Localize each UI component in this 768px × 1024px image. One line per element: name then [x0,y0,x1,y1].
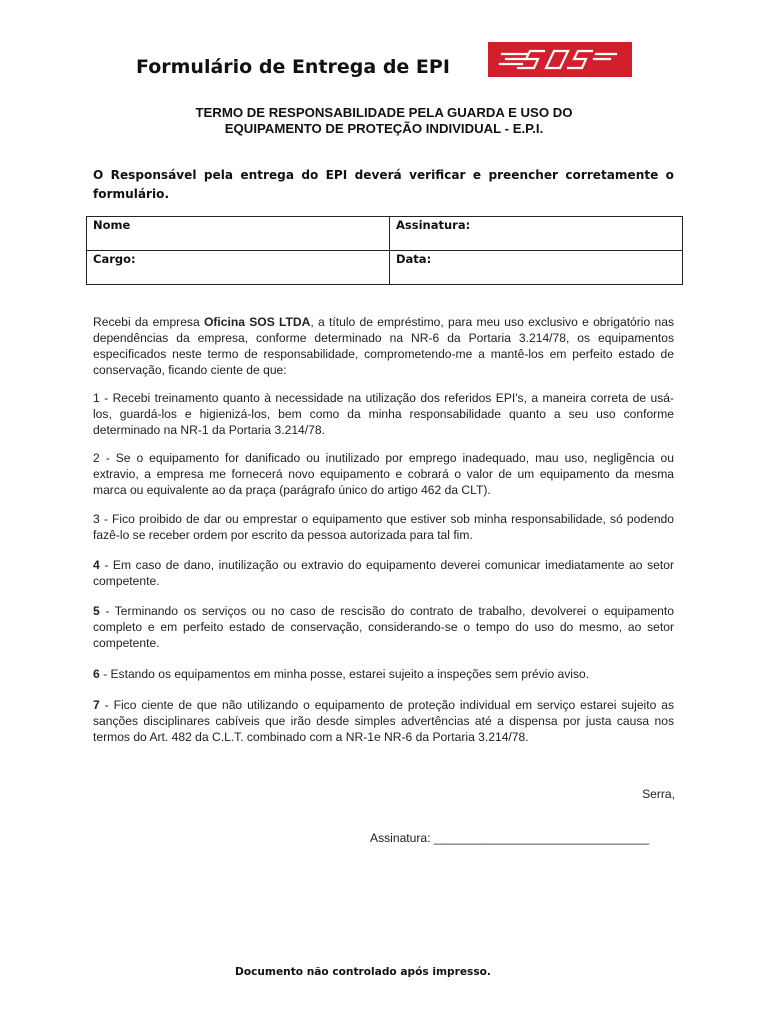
clause-text: Terminando os serviços ou no caso de rescisão do contrato de trabalho, devolverei o equipamento completo e em perfeito estado de conservação, considerando-se o tempo do uso do mesmo, ao setor competente. [93,604,674,650]
clause-text: Fico proibido de dar ou emprestar o equipamento que estiver sob minha responsabilidade, só podendo fazê-lo se receber ordem por escrito da pessoa autorizada para tal fim. [93,512,674,542]
form-title: Formulário de Entrega de EPI [136,56,450,78]
name-field[interactable] [87,217,390,251]
clause-4: 4 - Em caso de dano, inutilização ou extravio do equipamento deverei comunicar imediatamente ao setor competente. [93,558,674,588]
date-label: Data: [396,252,432,266]
signature-field[interactable] [390,217,683,251]
clause-number: 4 [93,558,100,572]
clause-number: 2 [93,451,100,465]
clause-6: 6 - Estando os equipamentos em minha posse, estarei sujeito a inspeções sem prévio aviso. [93,667,590,681]
clause-text: Estando os equipamentos em minha posse, estarei sujeito a inspeções sem prévio aviso. [110,667,590,681]
clause-2: 2 - Se o equipamento for danificado ou inutilizado por emprego inadequado, mau uso, negligência ou extravio, a empresa me fornecerá novo equipamento e cobrará o valor de um equipamento da mesma marca ou equivalente ao da praça (parágrafo único do artigo 462 da CLT). [93,451,675,497]
signature-line[interactable]: Assinatura: ________________________________ [370,831,650,845]
clause-text: Se o equipamento for danificado ou inutilizado por emprego inadequado, mau uso, negligência ou extravio, a empresa me fornecerá novo equipamento e cobrará o valor de um equipamento da mesma marca ou equivalente ao da praça (parágrafo único do artigo 462 da CLT). [93,451,675,497]
identification-table [86,216,683,285]
clause-number: 6 [93,667,100,681]
clause-text: Fico ciente de que não utilizando o equipamento de proteção individual em serviço estarei sujeito as sanções disciplinares cabíveis que irão desde simples advertências até a dispensa por justa causa nos termos do Art. 482 da C.L.T. combinado com a NR-1e NR-6 da Portaria 3.214/78. [93,698,675,744]
clause-7: 7 - Fico ciente de que não utilizando o equipamento de proteção individual em serviço estarei sujeito as sanções disciplinares cabíveis que irão desde simples advertências até a dispensa por justa causa nos termos do Art. 482 da C.L.T. combinado com a NR-1e NR-6 da Portaria 3.214/78. [93,698,675,744]
main-paragraph-after: , a título de empréstimo, para meu uso exclusivo e obrigatório nas dependências da empresa, conforme determinado na NR-6 da Portaria 3.214/78, os equipamentos especificados neste termo de responsabilidade, comprometendo-me a mantê-los em perfeito estado de conservação, ficando ciente de que: [93,315,674,377]
company-logo [488,42,632,77]
clause-number: 5 [93,604,100,618]
term-title [84,105,684,137]
clause-text: Recebi treinamento quanto à necessidade na utilização dos referidos EPI's, a maneira correta de usá-los, guardá-los e higienizá-los, bem como da minha responsabilidade quanto a seu uso conforme determinado na NR-1 da Portaria 3.214/78. [93,391,675,437]
footer-note: Documento não controlado após impresso. [235,966,491,978]
intro-instruction: O Responsável pela entrega do EPI deverá verificar e preencher corretamente o formulário. [93,168,674,201]
clause-1: 1 - Recebi treinamento quanto à necessidade na utilização dos referidos EPI's, a maneira correta de usá-los, guardá-los e higienizá-los, bem como da minha responsabilidade quanto a seu uso conforme determinado na NR-1 da Portaria 3.214/78. [93,391,675,437]
clause-number: 7 [93,698,100,712]
signature-label: Assinatura: [396,218,471,232]
date-field[interactable] [390,251,683,285]
city-date-line: Serra, [642,787,675,801]
logo-sos-icon [488,42,632,77]
clause-number: 1 [93,391,100,405]
clause-5: 5 - Terminando os serviços ou no caso de rescisão do contrato de trabalho, devolverei o equipamento completo e em perfeito estado de conservação, considerando-se o tempo do uso do mesmo, ao setor competente. [93,604,674,650]
name-label: Nome [93,218,131,232]
company-name: Oficina SOS LTDA [203,315,311,329]
clause-3: 3 - Fico proibido de dar ou emprestar o equipamento que estiver sob minha responsabilidade, só podendo fazê-lo se receber ordem por escrito da pessoa autorizada para tal fim. [93,512,674,542]
term-title-line2: EQUIPAMENTO DE PROTEÇÃO INDIVIDUAL - E.P.I. [224,121,544,136]
main-paragraph [93,314,674,378]
main-paragraph-before: Recebi da empresa [93,315,204,329]
clause-number: 3 [93,512,100,526]
clause-text: Em caso de dano, inutilização ou extravio do equipamento deverei comunicar imediatamente ao setor competente. [93,558,674,588]
term-title-line1: TERMO DE RESPONSABILIDADE PELA GUARDA E USO DO [195,105,573,120]
role-field[interactable] [87,251,390,285]
role-label: Cargo: [93,252,136,266]
